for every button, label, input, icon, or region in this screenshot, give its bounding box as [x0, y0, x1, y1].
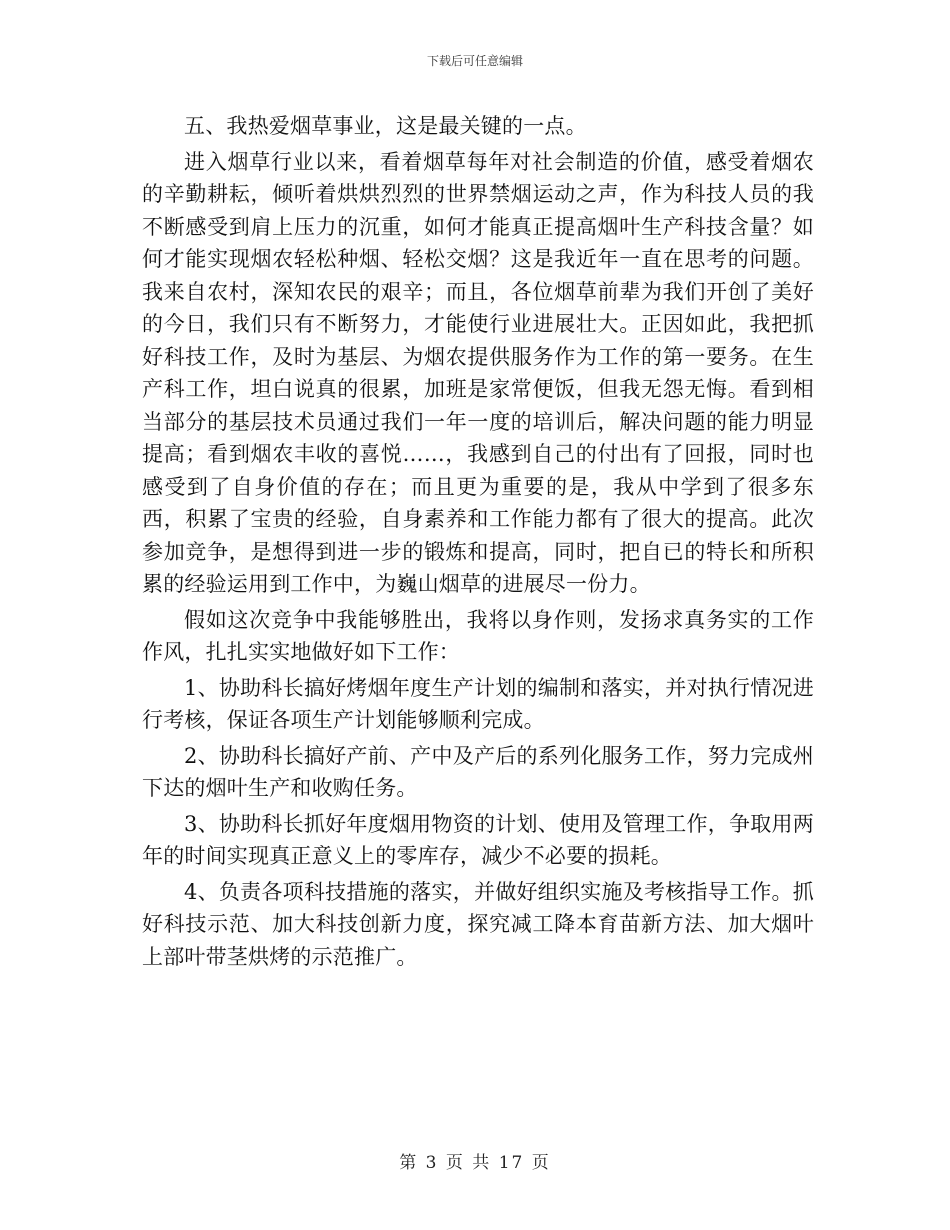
paragraph-heading-five: 五、我热爱烟草事业，这是最关键的一点。 [184, 114, 587, 138]
page-number-footer: 第 3 页 共 17 页 [399, 1153, 551, 1173]
paragraph-commitment: 假如这次竞争中我能够胜出，我将以身作则，发扬求真务实的工作作风，扎扎实实地做好如下工作： [142, 607, 814, 664]
paragraph-item-1: 1、协助科长搞好烤烟年度生产计划的编制和落实，并对执行情况进行考核，保证各项生产计划能够顺利完成。 [142, 675, 814, 732]
paragraph-motivation: 进入烟草行业以来，看着烟草每年对社会制造的价值，感受着烟农的辛勤耕耘，倾听着烘烘烈烈的世界禁烟运动之声，作为科技人员的我不断感受到肩上压力的沉重，如何才能真正提高烟叶生产科技含量？如何才能实现烟农轻松种烟、轻松交烟？这是我近年一直在思考的问题。我来自农村，深知农民的艰辛；而且，各位烟草前辈为我们开创了美好的今日，我们只有不断努力，才能使行业进展壮大。正因如此，我把抓好科技工作，及时为基层、为烟农提供服务作为工作的第一要务。在生产科工作，坦白说真的很累，加班是家常便饭，但我无怨无悔。看到相当部分的基层技术员通过我们一年一度的培训后，解决问题的能力明显提高；看到烟农丰收的喜悦……，我感到自己的付出有了回报，同时也感受到了自身价值的存在；而且更为重要的是，我从中学到了很多东西，积累了宝贵的经验，自身素养和工作能力都有了很大的提高。此次参加竞争，是想得到进一步的锻炼和提高，同时，把自已的特长和所积累的经验运用到工作中，为巍山烟草的进展尽一份力。 [142, 149, 814, 596]
paragraph-item-2: 2、协助科长搞好产前、产中及产后的系列化服务工作，努力完成州下达的烟叶生产和收购任务。 [142, 743, 814, 800]
paragraph-item-3: 3、协助科长抓好年度烟用物资的计划、使用及管理工作，争取用两年的时间实现真正意义上的零库存，减少不必要的损耗。 [142, 811, 814, 868]
paragraph-item-4: 4、负责各项科技措施的落实，并做好组织实施及考核指导工作。抓好科技示范、加大科技创新力度，探究减工降本育苗新方法、加大烟叶上部叶带茎烘烤的示范推广。 [142, 879, 814, 969]
document-body [142, 110, 814, 976]
page-header: 下载后可任意编辑 [426, 54, 523, 68]
